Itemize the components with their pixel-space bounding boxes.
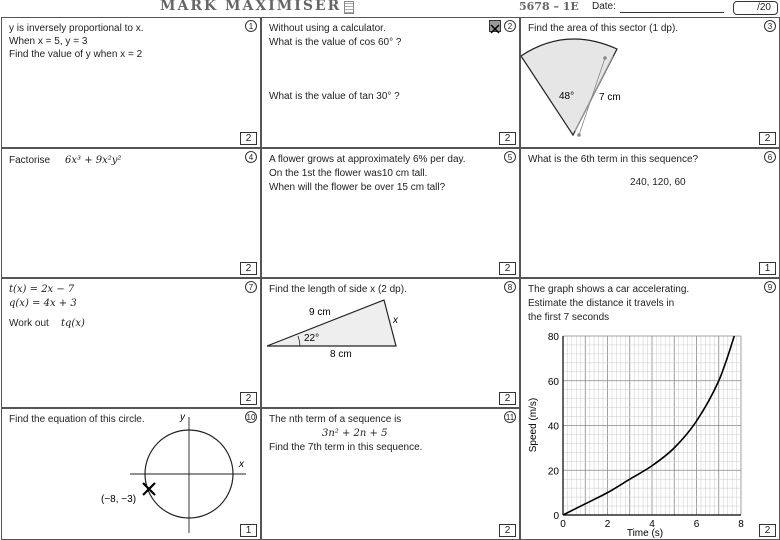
y-tick-label: 20: [547, 466, 559, 478]
marks-box: 1: [240, 524, 257, 537]
sector-diagram: [521, 18, 671, 148]
chart-grid: [563, 336, 741, 515]
question-number: 11: [505, 413, 515, 422]
marks-box: 2: [759, 524, 776, 537]
sequence-terms: 240, 120, 60: [630, 177, 686, 188]
triangle-diagram: [262, 279, 520, 408]
marks-box: 1: [759, 262, 776, 275]
question-9-line-3: the first 7 seconds: [528, 312, 610, 323]
question-number: 3: [764, 20, 776, 32]
marks-box: 2: [240, 262, 257, 275]
no-calculator-icon: [489, 20, 501, 32]
side-label-9cm: 9 cm: [309, 307, 331, 318]
score-box: /20: [733, 1, 778, 15]
x-tick-label: 8: [738, 519, 744, 530]
function-t: t(x) = 2x − 7: [9, 284, 75, 295]
calculator-icon: [344, 1, 354, 14]
question-1-line-2: When x = 5, y = 3: [9, 36, 88, 47]
y-tick-label: 0: [553, 511, 559, 522]
chart-ticks: [548, 332, 744, 530]
question-4-expression: 6x³ + 9x²y²: [65, 155, 122, 166]
x-axis-label: Time (s): [626, 528, 664, 539]
marks-box: 2: [240, 392, 257, 405]
side-label-x: x: [393, 315, 398, 326]
marks-box: 2: [499, 262, 516, 275]
x-axis-label: x: [239, 459, 244, 470]
x-tick-label: 4: [649, 519, 655, 530]
question-number: 6: [764, 151, 776, 163]
question-6: [520, 148, 780, 278]
question-5-line-1: A flower grows at approximately 6% per day.: [269, 154, 466, 165]
question-number: 5: [504, 151, 516, 163]
sheet-code: 5678 – 1E: [519, 0, 579, 13]
sector-radius-label: 7 cm: [599, 92, 621, 103]
nth-term-expression: 3n² + 2n + 5: [322, 428, 388, 439]
marks-box: 2: [499, 524, 516, 537]
question-8-line-1: Find the length of side x (2 dp).: [269, 284, 407, 295]
question-5-line-2: On the 1st the flower was10 cm tall.: [269, 168, 428, 179]
question-9: [520, 278, 780, 540]
question-number: 4: [245, 151, 257, 163]
question-7-line-3: Work out: [9, 318, 49, 329]
circle-diagram: [2, 409, 261, 540]
speed-time-graph: [521, 279, 780, 540]
question-2-line-2: What is the value of cos 60° ?: [269, 37, 402, 48]
angle-label: 22°: [304, 333, 320, 344]
question-4-line-1: Factorise: [9, 155, 51, 166]
question-1: [1, 17, 261, 148]
question-3: [520, 17, 780, 148]
y-tick-label: 40: [547, 421, 559, 433]
question-number: 10: [246, 413, 256, 422]
sector-angle-label: 48°: [559, 91, 575, 102]
date-field[interactable]: [620, 12, 724, 13]
x-tick-label: 2: [604, 519, 611, 530]
page-title: MARK MAXIMISER: [160, 0, 342, 14]
question-9-line-1: The graph shows a car accelerating.: [528, 284, 690, 295]
question-number: 9: [764, 281, 776, 293]
question-number: 2: [504, 20, 516, 32]
y-axis-label: Speed (m/s): [528, 397, 539, 453]
side-label-8cm: 8 cm: [330, 349, 352, 360]
question-5: [261, 148, 520, 278]
question-11-line-2: Find the 7th term in this sequence.: [269, 442, 423, 453]
question-8: [261, 278, 520, 408]
centre-point-label: (−8, −3): [101, 494, 137, 505]
header: [0, 0, 780, 16]
y-tick-label: 60: [547, 376, 559, 388]
y-axis-label: y: [180, 412, 185, 423]
question-number: 7: [245, 281, 257, 293]
y-tick-label: 80: [547, 332, 559, 343]
question-2: [261, 17, 520, 148]
question-2-line-3: What is the value of tan 30° ?: [269, 91, 400, 102]
marks-box: 2: [499, 132, 516, 145]
marks-box: 2: [499, 392, 516, 405]
marks-box: 2: [759, 132, 776, 145]
question-number: 1: [245, 20, 257, 32]
question-11: [261, 408, 520, 540]
question-3-line-1: Find the area of this sector (1 dp).: [528, 23, 679, 34]
question-7-expression: tq(x): [61, 318, 85, 329]
question-6-line-1: What is the 6th term in this sequence?: [528, 154, 699, 165]
marks-box: 2: [240, 132, 257, 145]
x-tick-label: 6: [693, 519, 700, 530]
date-label: Date:: [592, 1, 616, 12]
question-10-line-1: Find the equation of this circle.: [9, 414, 145, 425]
question-9-line-2: Estimate the distance it travels in: [528, 298, 675, 309]
question-1-line-1: y is inversely proportional to x.: [9, 23, 144, 34]
x-tick-label: 0: [560, 519, 566, 530]
question-11-line-1: The nth term of a sequence is: [269, 414, 402, 425]
question-number: 8: [504, 281, 516, 293]
question-2-line-1: Without using a calculator.: [269, 23, 386, 34]
question-1-line-3: Find the value of y when x = 2: [9, 49, 143, 60]
function-q: q(x) = 4x + 3: [9, 298, 77, 309]
question-4: [1, 148, 261, 278]
question-7: [1, 278, 261, 408]
question-10: [1, 408, 261, 540]
question-5-line-3: When will the flower be over 15 cm tall?: [269, 182, 446, 193]
